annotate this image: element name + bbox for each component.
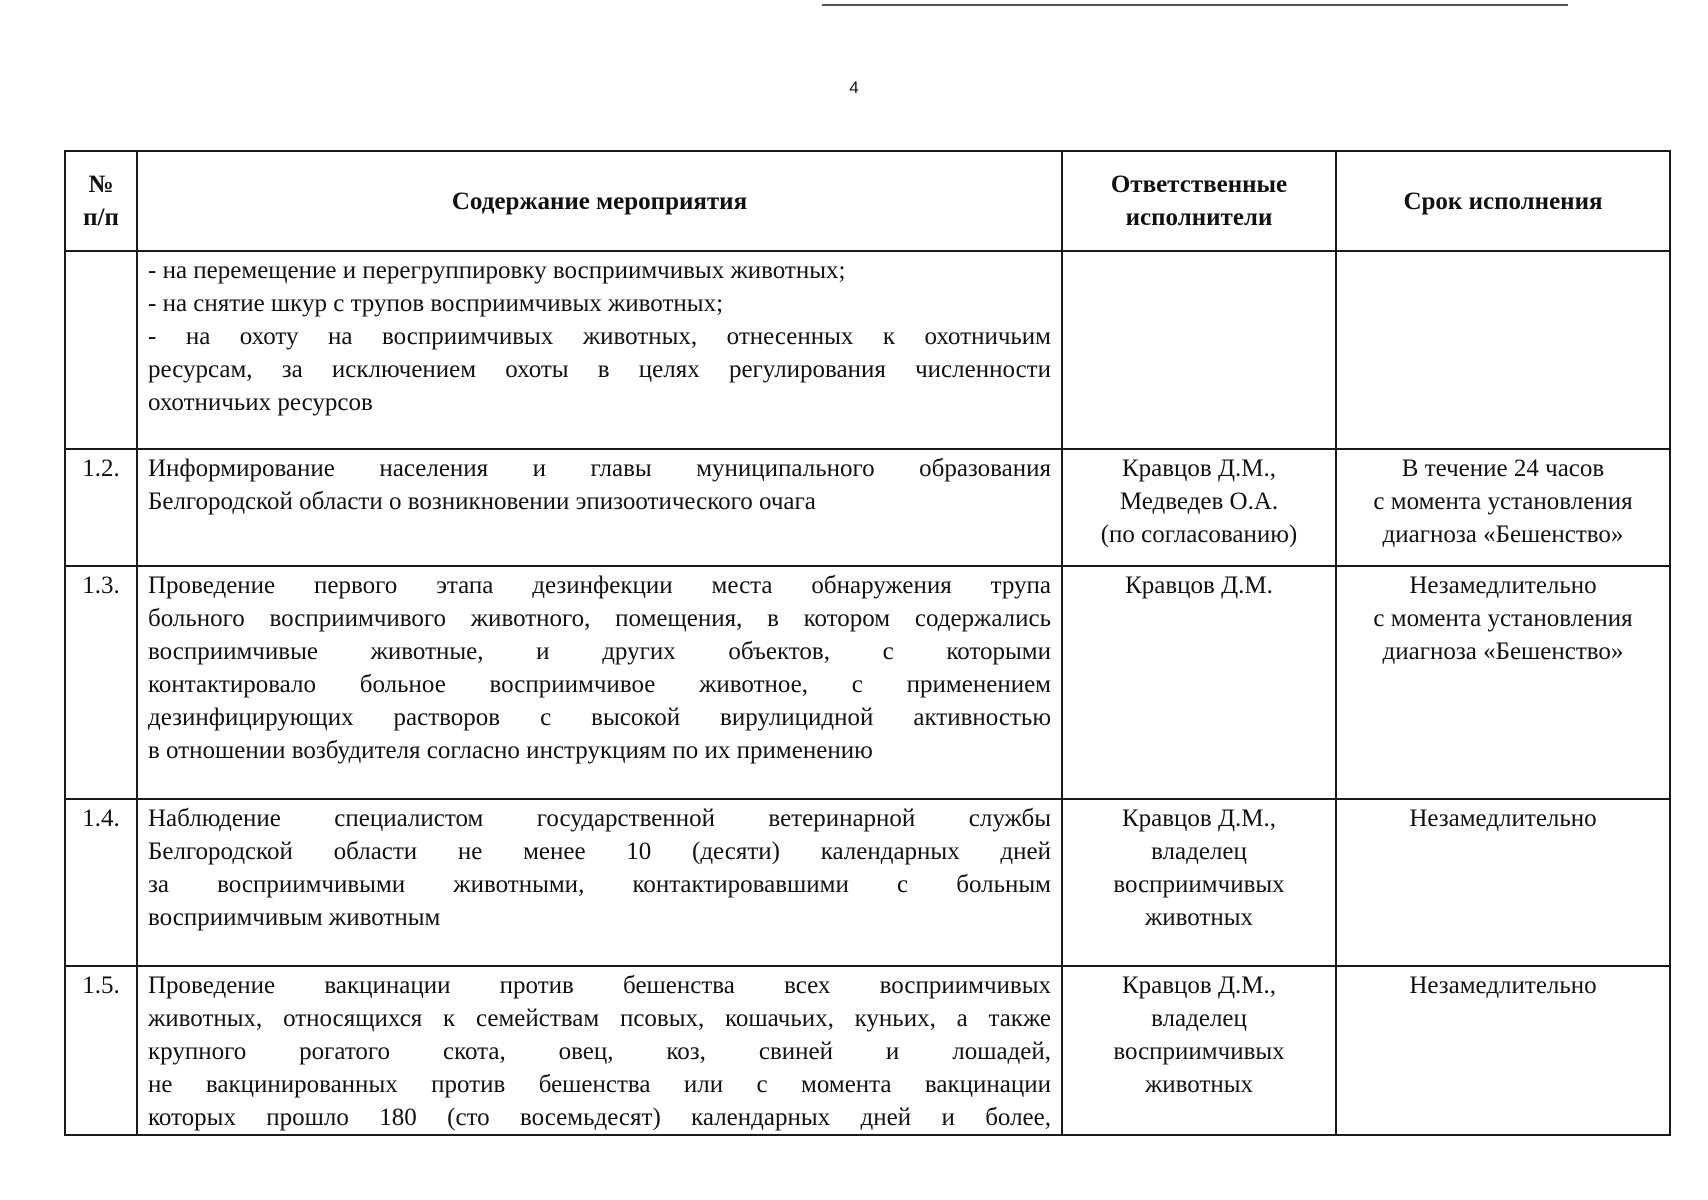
content-line: дезинфицирующих растворов с высокой вирулицидной активностью [148, 704, 1051, 731]
row-responsible [1062, 449, 1336, 566]
responsible-line: восприимчивых [1113, 1038, 1285, 1065]
row-number: 1.4. [65, 799, 137, 966]
responsible-line: владелец [1151, 838, 1247, 865]
content-line: в отношении возбудителя согласно инструкциям по их применению [148, 737, 873, 764]
row-number: 1.3. [65, 566, 137, 799]
deadline-line: диагноза «Бешенство» [1382, 638, 1624, 665]
table-row [65, 251, 1670, 449]
header-number-line: № [88, 171, 114, 198]
responsible-line: животных [1144, 904, 1254, 931]
row-number: 1.2. [65, 449, 137, 566]
content-line: Проведение первого этапа дезинфекции места обнаружения трупа [148, 572, 1051, 599]
content-line: не вакцинированных против бешенства или с момента вакцинации [148, 1071, 1051, 1098]
row-responsible [1062, 799, 1336, 966]
row-responsible [1062, 251, 1336, 449]
content-line: - на перемещение и перегруппировку восприимчивых животных; [148, 257, 846, 284]
content-line: охотничьих ресурсов [148, 389, 373, 416]
content-line: восприимчивые животные, и других объектов, с которыми [148, 638, 1051, 665]
row-number: 1.5. [65, 966, 137, 1135]
responsible-line: животных [1144, 1071, 1254, 1098]
content-line: восприимчивым животным [148, 904, 441, 931]
row-content [137, 799, 1062, 966]
deadline-line: Незамедлительно [1409, 572, 1597, 599]
table-row [65, 966, 1670, 1135]
deadline-line: Незамедлительно [1409, 972, 1597, 999]
content-line: больного восприимчивого животного, помещения, в котором содержались [148, 605, 1051, 632]
row-responsible [1062, 566, 1336, 799]
responsible-line: Кравцов Д.М., [1121, 455, 1277, 482]
page-number: 4 [849, 78, 859, 97]
responsible-line: владелец [1151, 1005, 1247, 1032]
deadline-line: диагноза «Бешенство» [1382, 521, 1624, 548]
header-content: Содержание мероприятия [137, 151, 1062, 251]
deadline-line: с момента установления [1373, 488, 1633, 515]
row-deadline [1336, 449, 1670, 566]
row-content [137, 566, 1062, 799]
content-line: крупного рогатого скота, овец, коз, свиней и лошадей, [148, 1038, 1051, 1065]
table-row [65, 566, 1670, 799]
content-line: животных, относящихся к семействам псовых, кошачьих, куньих, а также [148, 1005, 1051, 1032]
header-number-line: п/п [83, 204, 119, 231]
row-number [65, 251, 137, 449]
row-deadline [1336, 566, 1670, 799]
responsible-line: Кравцов Д.М. [1125, 572, 1273, 599]
header-responsible [1062, 151, 1336, 251]
row-deadline [1336, 251, 1670, 449]
responsible-line: (по согласованию) [1100, 521, 1298, 548]
header-number [65, 151, 137, 251]
content-line: - на снятие шкур с трупов восприимчивых животных; [148, 290, 724, 317]
content-line: Белгородской области не менее 10 (десяти) календарных дней [148, 838, 1051, 865]
responsible-line: Медведев О.А. [1119, 488, 1279, 515]
content-line: которых прошло 180 (сто восемьдесят) календарных дней и более, [148, 1104, 1051, 1131]
content-line: Информирование населения и главы муниципального образования [148, 455, 1051, 482]
deadline-line: Незамедлительно [1409, 805, 1597, 832]
content-line: за восприимчивыми животными, контактировавшими с больным [148, 871, 1051, 898]
row-content [137, 251, 1062, 449]
deadline-line: В течение 24 часов [1401, 455, 1605, 482]
table-row [65, 449, 1670, 566]
row-deadline [1336, 799, 1670, 966]
plan-table [64, 150, 1671, 1136]
responsible-line: восприимчивых [1113, 871, 1285, 898]
responsible-line: Кравцов Д.М., [1121, 805, 1277, 832]
row-responsible [1062, 966, 1336, 1135]
content-line: Белгородской области о возникновении эпизоотического очага [148, 488, 816, 515]
deadline-line: с момента установления [1373, 605, 1633, 632]
table-row [65, 799, 1670, 966]
row-content [137, 449, 1062, 566]
header-responsible-line: Ответственные [1110, 171, 1288, 198]
content-line: Наблюдение специалистом государственной ветеринарной службы [148, 805, 1051, 832]
header-responsible-line: исполнители [1125, 204, 1273, 231]
header-row [65, 151, 1670, 251]
content-line: Проведение вакцинации против бешенства всех восприимчивых [148, 972, 1051, 999]
row-deadline [1336, 966, 1670, 1135]
header-deadline: Срок исполнения [1336, 151, 1670, 251]
responsible-line: Кравцов Д.М., [1121, 972, 1277, 999]
row-content [137, 966, 1062, 1135]
content-line: ресурсам, за исключением охоты в целях регулирования численности [148, 356, 1051, 383]
top-rule [822, 4, 1568, 6]
content-line: - на охоту на восприимчивых животных, отнесенных к охотничьим [148, 323, 1051, 350]
content-line: контактировало больное восприимчивое животное, с применением [148, 671, 1051, 698]
